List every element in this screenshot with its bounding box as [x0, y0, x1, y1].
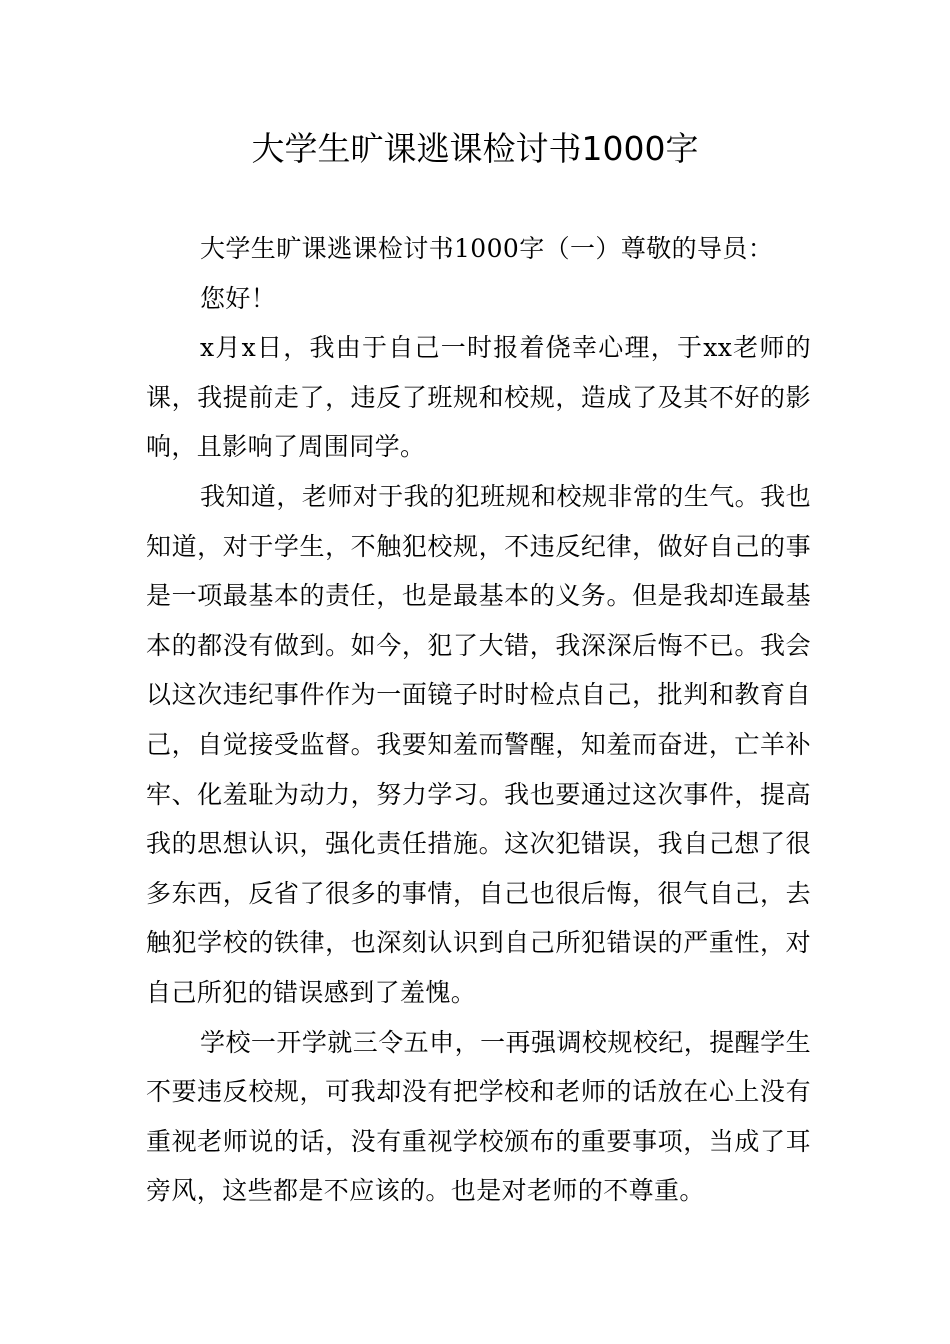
document-title: 大学生旷课逃课检讨书1000字 [251, 129, 699, 168]
paragraph-greeting: 您好！ [200, 283, 277, 313]
paragraph-school-rules: 学校一开学就三令五申，一再强调校规校纪，提醒学生不要违反校规，可我却没有把学校和老师的话放在心上没有重视老师说的话，没有重视学校颁布的重要事项，当成了耳旁风，这些都是不应该的。也是对老师的不尊重。 [146, 1027, 811, 1206]
paragraph-incident: x月x日，我由于自己一时报着侥幸心理，于xx老师的课，我提前走了，违反了班规和校规，造成了及其不好的影响，且影响了周围同学。 [146, 333, 811, 462]
paragraph-intro: 大学生旷课逃课检讨书1000字（一）尊敬的导员： [200, 234, 774, 263]
document-body [146, 224, 811, 1216]
paragraph-reflection: 我知道，老师对于我的犯班规和校规非常的生气。我也知道，对于学生，不触犯校规，不违反纪律，做好自己的事是一项最基本的责任，也是最基本的义务。但是我却连最基本的都没有做到。如今，犯了大错，我深深后悔不已。我会以这次违纪事件作为一面镜子时时检点自己，批判和教育自己，自觉接受监督。我要知羞而警醒，知羞而奋进，亡羊补牢、化羞耻为动力，努力学习。我也要通过这次事件，提高我的思想认识，强化责任措施。这次犯错误，我自己想了很多东西，反省了很多的事情，自己也很后悔，很气自己，去触犯学校的铁律，也深刻认识到自己所犯错误的严重性，对自己所犯的错误感到了羞愧。 [146, 481, 811, 1007]
